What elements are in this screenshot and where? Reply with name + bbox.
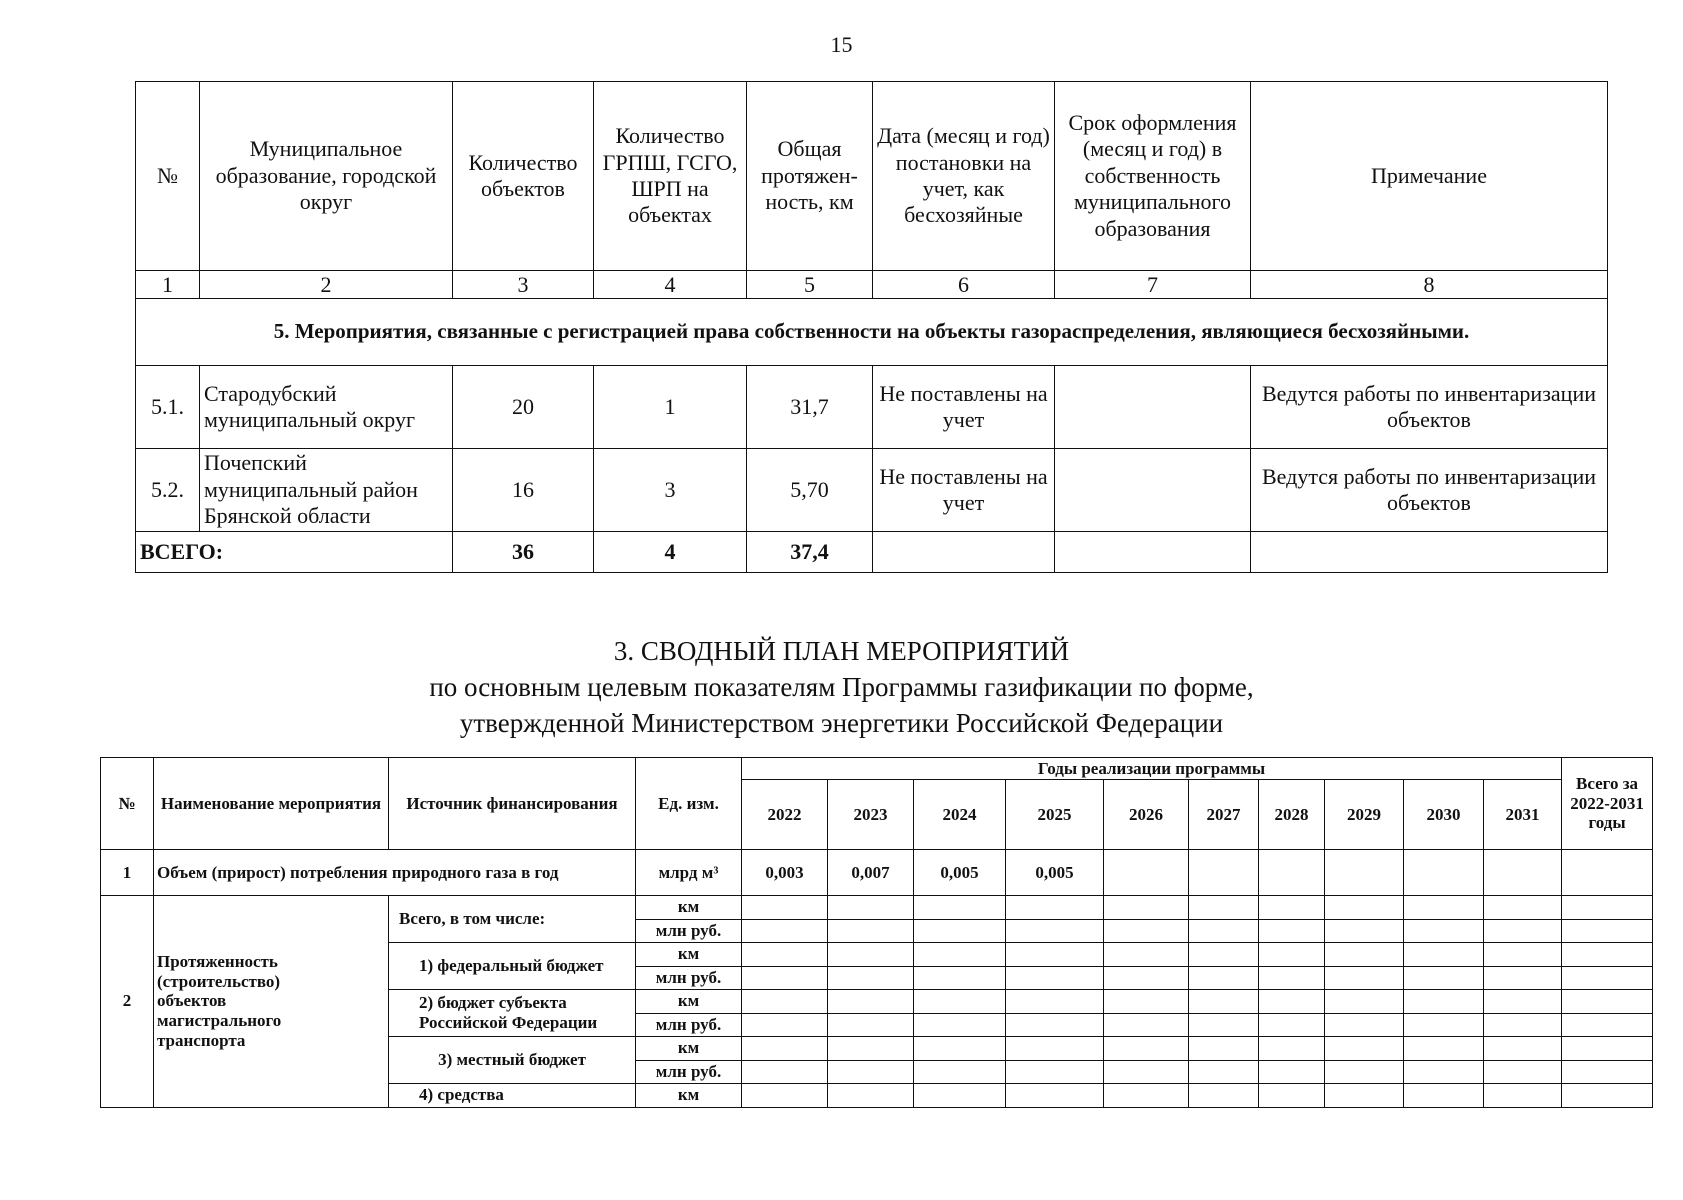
year-value (1006, 1013, 1104, 1037)
year-value (1104, 1060, 1189, 1084)
table-row (101, 850, 1653, 896)
year-value (914, 1013, 1006, 1037)
table-row (136, 449, 1608, 532)
row-unit: млн руб. (636, 1013, 742, 1037)
year-value (1325, 943, 1404, 967)
row-total (1562, 1013, 1653, 1037)
year-value (1325, 850, 1404, 896)
year-value (1404, 943, 1484, 967)
year-value (1259, 1037, 1325, 1061)
year-value: 0,003 (742, 850, 828, 896)
year-value (1325, 1013, 1404, 1037)
column-number: 6 (873, 271, 1055, 299)
table2-row2-group (101, 896, 1653, 1108)
table2-header-row-1 (101, 758, 1653, 780)
funding-source: 3) местный бюджет (389, 1037, 636, 1084)
year-value (828, 1037, 914, 1061)
year-value (1404, 1013, 1484, 1037)
year-value (828, 990, 914, 1014)
row-num: 2 (101, 896, 154, 1108)
row-total (1562, 850, 1653, 896)
year-value (1484, 943, 1562, 967)
table2-header-unit: Ед. изм. (636, 758, 742, 850)
year-value (828, 1084, 914, 1108)
total-date (873, 532, 1055, 573)
year-value (1325, 919, 1404, 943)
year-value (742, 990, 828, 1014)
table2-header-source: Источник финансирования (389, 758, 636, 850)
total-note (1251, 532, 1608, 573)
table1-header-grpsh: Количество ГРПШ, ГСГО, ШРП на объектах (594, 82, 747, 271)
row-unit: км (636, 896, 742, 920)
year-value (1259, 896, 1325, 920)
year-value (1189, 1013, 1259, 1037)
year-value (828, 966, 914, 990)
row-total (1562, 966, 1653, 990)
year-value (1259, 1060, 1325, 1084)
year-value (1484, 1084, 1562, 1108)
row-objects: 20 (453, 366, 594, 449)
year-header: 2030 (1404, 780, 1484, 850)
year-value (828, 943, 914, 967)
table1-header-municipality: Муниципальное образование, городской округ (200, 82, 453, 271)
year-value (1325, 1037, 1404, 1061)
row-length: 5,70 (747, 449, 873, 532)
year-value (1006, 1060, 1104, 1084)
year-value (1104, 1084, 1189, 1108)
row-total (1562, 943, 1653, 967)
row-num: 1 (101, 850, 154, 896)
row-term (1055, 366, 1251, 449)
property-registration-table (135, 81, 1608, 573)
page-number: 15 (830, 32, 853, 57)
year-value (1104, 1013, 1189, 1037)
funding-source: 1) федеральный бюджет (389, 943, 636, 990)
year-value (742, 1060, 828, 1084)
table1-header-row (136, 82, 1608, 271)
year-value (742, 1037, 828, 1061)
row-length: 31,7 (747, 366, 873, 449)
year-value (1006, 966, 1104, 990)
year-header: 2031 (1484, 780, 1562, 850)
table1-header-num: № (136, 82, 200, 271)
year-value (1189, 1084, 1259, 1108)
year-value (1484, 1060, 1562, 1084)
year-value (1189, 896, 1259, 920)
year-value (1404, 896, 1484, 920)
year-value (1006, 1037, 1104, 1061)
row-total (1562, 1060, 1653, 1084)
year-value (914, 966, 1006, 990)
year-value (1325, 896, 1404, 920)
year-header: 2026 (1104, 780, 1189, 850)
year-value (1404, 1084, 1484, 1108)
row-grpsh: 1 (594, 366, 747, 449)
funding-source: 2) бюджет субъекта Российской Федерации (389, 990, 636, 1037)
year-value (1484, 990, 1562, 1014)
table1-total-row (136, 532, 1608, 573)
row-unit: км (636, 990, 742, 1014)
row-date: Не поставлены на учет (873, 366, 1055, 449)
year-value (828, 919, 914, 943)
year-value (1104, 990, 1189, 1014)
year-header: 2029 (1325, 780, 1404, 850)
year-value (1104, 1037, 1189, 1061)
year-value (1325, 990, 1404, 1014)
year-value (914, 919, 1006, 943)
column-number: 8 (1251, 271, 1608, 299)
year-value (1404, 990, 1484, 1014)
table2-header-name: Наименование мероприятия (154, 758, 389, 850)
row-date: Не поставлены на учет (873, 449, 1055, 532)
heading-line-2: по основным целевым показателям Программы газификации по форме, (429, 672, 1254, 702)
year-value (742, 966, 828, 990)
table2-header-num: № (101, 758, 154, 850)
year-value (1189, 943, 1259, 967)
year-value (1484, 966, 1562, 990)
year-value (914, 943, 1006, 967)
year-value (1484, 1037, 1562, 1061)
year-value (1325, 966, 1404, 990)
row-unit: млн руб. (636, 1060, 742, 1084)
heading-line-3: утвержденной Министерством энергетики Российской Федерации (459, 708, 1224, 738)
year-header: 2027 (1189, 780, 1259, 850)
row-name: Объем (прирост) потребления природного газа в год (154, 850, 636, 896)
row-total (1562, 1084, 1653, 1108)
table1-header-term: Срок оформления (месяц и год) в собственность муниципального образования (1055, 82, 1251, 271)
total-label: ВСЕГО: (136, 532, 453, 573)
year-value (742, 919, 828, 943)
row-unit: млн руб. (636, 966, 742, 990)
table2-header-years-group: Годы реализации программы (742, 758, 1562, 780)
column-number: 2 (200, 271, 453, 299)
year-value (742, 1013, 828, 1037)
row-unit: млрд м³ (636, 850, 742, 896)
year-value (1259, 966, 1325, 990)
row-unit: км (636, 1037, 742, 1061)
year-header: 2022 (742, 780, 828, 850)
year-header: 2025 (1006, 780, 1104, 850)
year-value (1104, 966, 1189, 990)
year-value (1104, 896, 1189, 920)
table-row (136, 366, 1608, 449)
column-number: 5 (747, 271, 873, 299)
year-value (1404, 966, 1484, 990)
row-grpsh: 3 (594, 449, 747, 532)
year-value: 0,005 (914, 850, 1006, 896)
year-value (1189, 919, 1259, 943)
row-municipality: Стародубский муниципальный округ (200, 366, 453, 449)
year-value (1484, 919, 1562, 943)
year-value (1484, 850, 1562, 896)
table1-column-numbers-row (136, 271, 1608, 299)
table2-header-total: Всего за 2022-2031 годы (1562, 758, 1653, 850)
row-term (1055, 449, 1251, 532)
year-value (914, 990, 1006, 1014)
year-value (828, 1013, 914, 1037)
year-value (1104, 943, 1189, 967)
section-title: 5. Мероприятия, связанные с регистрацией права собственности на объекты газораспределения, являющиеся бесхозяйными. (136, 299, 1608, 366)
year-value (742, 943, 828, 967)
year-value (1259, 990, 1325, 1014)
column-number: 3 (453, 271, 594, 299)
year-value (1259, 943, 1325, 967)
heading-line-1: 3. СВОДНЫЙ ПЛАН МЕРОПРИЯТИЙ (613, 636, 1070, 666)
row-num: 5.1. (136, 366, 200, 449)
section-heading (0, 633, 1683, 741)
year-value (1006, 990, 1104, 1014)
total-term (1055, 532, 1251, 573)
year-value: 0,007 (828, 850, 914, 896)
row-total (1562, 896, 1653, 920)
year-value (1404, 850, 1484, 896)
year-value (914, 1084, 1006, 1108)
total-length: 37,4 (747, 532, 873, 573)
year-value (1189, 1037, 1259, 1061)
year-value (1189, 990, 1259, 1014)
year-value (828, 1060, 914, 1084)
year-value (1259, 1084, 1325, 1108)
year-header: 2024 (914, 780, 1006, 850)
column-number: 1 (136, 271, 200, 299)
row-num: 5.2. (136, 449, 200, 532)
year-value (1259, 1013, 1325, 1037)
summary-plan-table (100, 757, 1653, 1108)
year-value (1006, 896, 1104, 920)
year-value (914, 1060, 1006, 1084)
row-total (1562, 990, 1653, 1014)
year-value: 0,005 (1006, 850, 1104, 896)
row-name: Протяженность (строительство) объектов магистрального транспорта (154, 896, 389, 1108)
total-grpsh: 4 (594, 532, 747, 573)
table1-header-note: Примечание (1251, 82, 1608, 271)
total-objects: 36 (453, 532, 594, 573)
year-value (1325, 1084, 1404, 1108)
year-value (1259, 919, 1325, 943)
year-value (742, 1084, 828, 1108)
row-unit: км (636, 943, 742, 967)
row-note: Ведутся работы по инвентаризации объектов (1251, 366, 1608, 449)
year-value (1484, 1013, 1562, 1037)
column-number: 4 (594, 271, 747, 299)
year-value (1484, 896, 1562, 920)
year-header: 2023 (828, 780, 914, 850)
row-note: Ведутся работы по инвентаризации объектов (1251, 449, 1608, 532)
year-value (1259, 850, 1325, 896)
year-value (828, 896, 914, 920)
column-number: 7 (1055, 271, 1251, 299)
row-total (1562, 1037, 1653, 1061)
year-value (1006, 943, 1104, 967)
row-total (1562, 919, 1653, 943)
year-value (1404, 1037, 1484, 1061)
row-unit: км (636, 1084, 742, 1108)
row-unit: млн руб. (636, 919, 742, 943)
year-value (1189, 966, 1259, 990)
year-value (1104, 919, 1189, 943)
table-row (101, 896, 1653, 920)
funding-source: 4) средства (389, 1084, 636, 1108)
year-header: 2028 (1259, 780, 1325, 850)
row-municipality: Почепский муниципальный район Брянской области (200, 449, 453, 532)
table1-header-objects: Количество объектов (453, 82, 594, 271)
table1-header-date: Дата (месяц и год) постановки на учет, как бесхозяйные (873, 82, 1055, 271)
year-value (914, 1037, 1006, 1061)
year-value (1006, 1084, 1104, 1108)
table1-header-length: Общая протяжен-ность, км (747, 82, 873, 271)
year-value (742, 896, 828, 920)
year-value (1189, 850, 1259, 896)
funding-source: Всего, в том числе: (389, 896, 636, 943)
year-value (914, 896, 1006, 920)
year-value (1404, 919, 1484, 943)
year-value (1404, 1060, 1484, 1084)
row-objects: 16 (453, 449, 594, 532)
year-value (1325, 1060, 1404, 1084)
year-value (1104, 850, 1189, 896)
year-value (1006, 919, 1104, 943)
table1-section-row (136, 299, 1608, 366)
year-value (1189, 1060, 1259, 1084)
